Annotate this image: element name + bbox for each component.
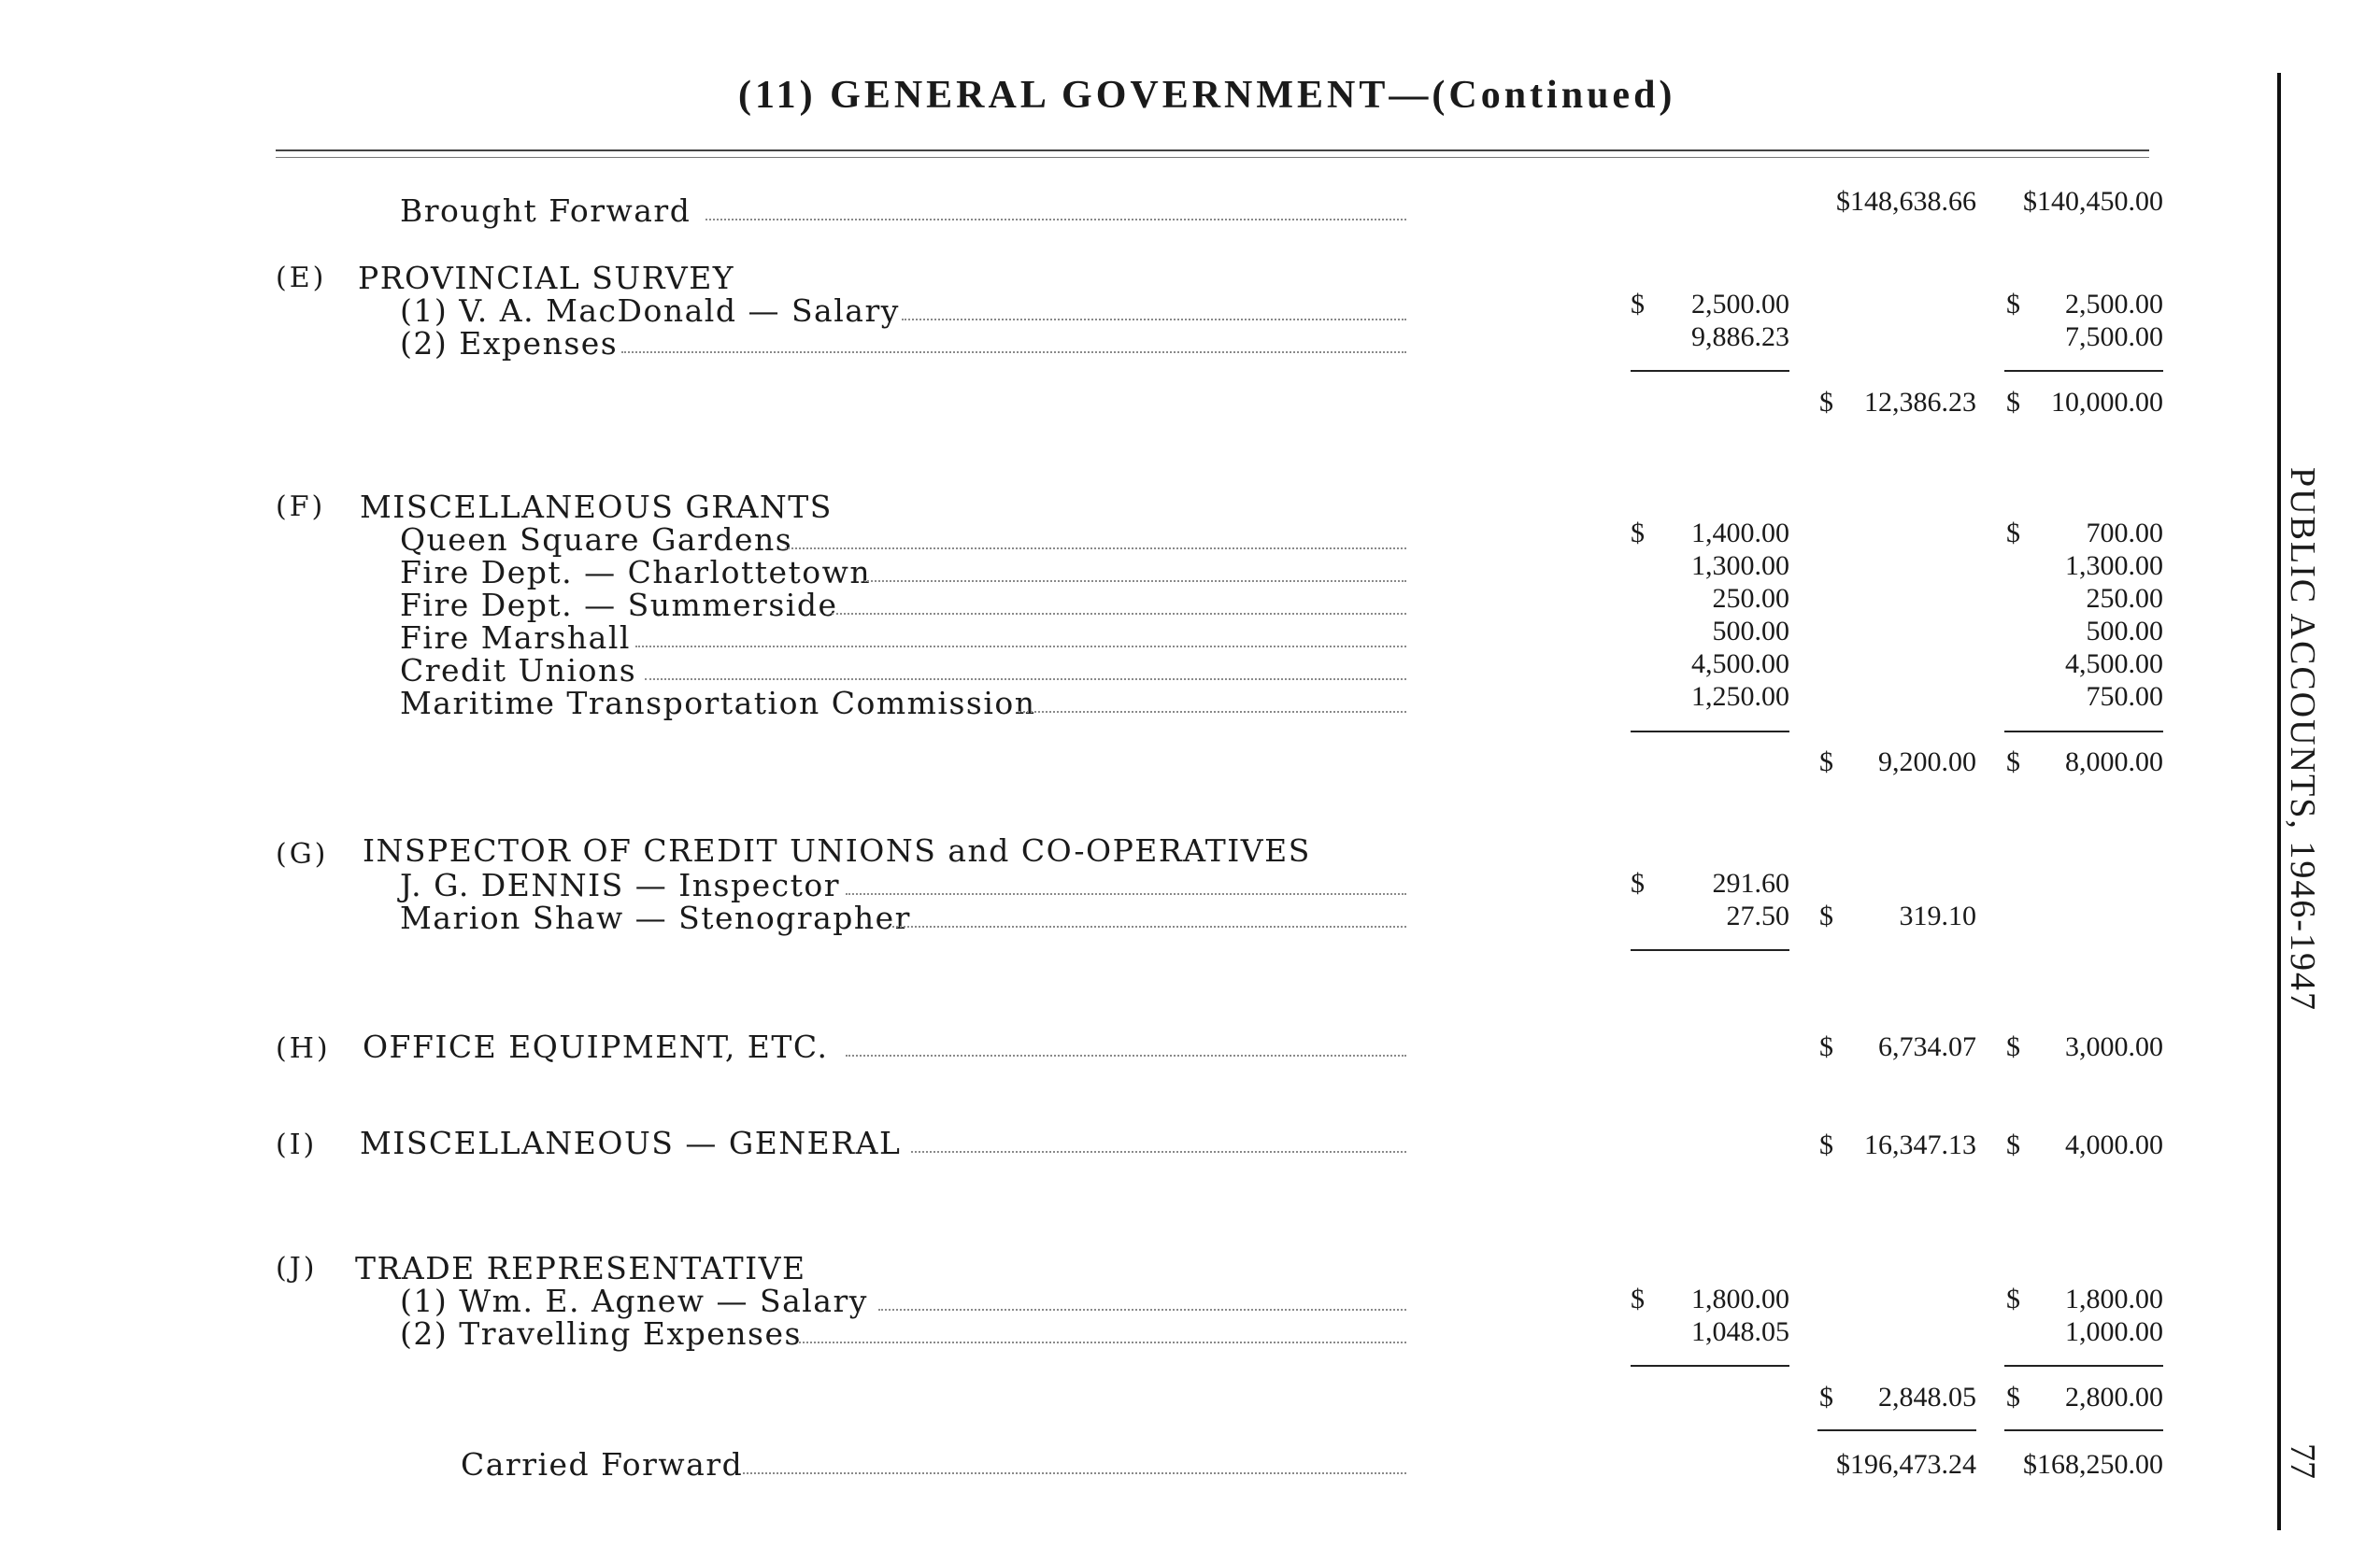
section-letter-h: (H): [276, 1032, 331, 1065]
header-rule-lower: [276, 157, 2149, 158]
leader-dots: [846, 1055, 1406, 1057]
section-letter-g: (G): [276, 838, 329, 871]
line-item-estimate: 750.00: [2086, 681, 2163, 712]
line-item-label: J. G. DENNIS — Inspector: [400, 867, 840, 903]
dollar-sign: $: [2006, 289, 2020, 320]
dollar-sign: $: [1631, 1284, 1645, 1314]
section-heading-f: MISCELLANEOUS GRANTS: [360, 489, 833, 525]
leader-dots: [864, 580, 1406, 582]
carried-forward-label: Carried Forward: [461, 1446, 744, 1483]
line-item-estimate: 4,500.00: [2065, 648, 2163, 679]
brought-forward-estimate: $140,450.00: [2023, 186, 2163, 217]
line-item-label: (2) Travelling Expenses: [400, 1315, 802, 1352]
dollar-sign: $: [2006, 387, 2020, 418]
section-estimate-total: 3,000.00: [2065, 1031, 2163, 1062]
leader-dots: [832, 613, 1406, 615]
line-item-label: (2) Expenses: [400, 325, 619, 362]
leader-dots: [878, 1309, 1406, 1311]
dollar-sign: $: [2006, 1284, 2020, 1314]
section-letter-j: (J): [276, 1252, 318, 1285]
subtotal-rule: [1631, 370, 1789, 372]
subtotal-rule: [2004, 731, 2163, 732]
leader-dots: [902, 319, 1406, 320]
line-item-estimate: 250.00: [2086, 583, 2163, 614]
subtotal-rule: [1631, 731, 1789, 732]
section-total: 9,200.00: [1878, 746, 1976, 777]
dollar-sign: $: [2006, 1129, 2020, 1160]
section-heading-e: PROVINCIAL SURVEY: [358, 260, 735, 296]
section-letter-e: (E): [276, 262, 327, 294]
line-item-label: Maritime Transportation Commission: [400, 685, 1036, 721]
dollar-sign: $: [1819, 901, 1833, 931]
leader-dots: [785, 547, 1406, 549]
line-item-estimate: 2,500.00: [2065, 289, 2163, 320]
leader-dots: [635, 646, 1406, 647]
side-title: PUBLIC ACCOUNTS, 1946-1947: [2283, 467, 2322, 1012]
header-rule: [276, 149, 2149, 151]
dollar-sign: $: [1631, 289, 1645, 320]
total-rule: [1817, 1429, 1976, 1431]
dollar-sign: $: [2006, 1031, 2020, 1062]
line-item-label: Marion Shaw — Stenographer: [400, 900, 911, 936]
dollar-sign: $: [1819, 1382, 1833, 1413]
section-estimate-total: 10,000.00: [2051, 387, 2163, 418]
leader-dots: [743, 1472, 1406, 1474]
section-letter-f: (F): [276, 490, 326, 523]
line-item-amount: 1,800.00: [1691, 1284, 1789, 1314]
line-item-estimate: 1,000.00: [2065, 1316, 2163, 1347]
section-estimate-total: 4,000.00: [2065, 1129, 2163, 1160]
section-total: 16,347.13: [1864, 1129, 1976, 1160]
line-item-label: Fire Dept. — Summerside: [400, 587, 838, 623]
section-estimate-total: 8,000.00: [2065, 746, 2163, 777]
line-item-label: Fire Marshall: [400, 619, 631, 656]
line-item-amount: 250.00: [1712, 583, 1789, 614]
line-item-label: Queen Square Gardens: [400, 521, 793, 558]
section-total: 2,848.05: [1878, 1382, 1976, 1413]
section-heading-i: MISCELLANEOUS — GENERAL: [360, 1125, 902, 1161]
subtotal-rule: [1631, 949, 1789, 951]
line-item-amount: 4,500.00: [1691, 648, 1789, 679]
line-item-amount: 1,300.00: [1691, 550, 1789, 581]
subtotal-rule: [2004, 1365, 2163, 1367]
carried-forward-estimate: $168,250.00: [2023, 1449, 2163, 1480]
dollar-sign: $: [2006, 746, 2020, 777]
section-total: 12,386.23: [1864, 387, 1976, 418]
leader-dots: [799, 1342, 1406, 1343]
leader-dots: [911, 1151, 1406, 1153]
dollar-sign: $: [1631, 518, 1645, 548]
line-item-amount: 500.00: [1712, 616, 1789, 646]
brought-forward-label: Brought Forward: [400, 192, 691, 229]
carried-forward-total: $196,473.24: [1836, 1449, 1976, 1480]
dollar-sign: $: [1819, 1129, 1833, 1160]
line-item-label: (1) V. A. MacDonald — Salary: [400, 292, 900, 329]
dollar-sign: $: [2006, 1382, 2020, 1413]
dollar-sign: $: [1819, 746, 1833, 777]
total-rule: [2004, 1429, 2163, 1431]
line-item-amount: 2,500.00: [1691, 289, 1789, 320]
section-letter-i: (I): [276, 1129, 318, 1161]
line-item-estimate: 1,800.00: [2065, 1284, 2163, 1314]
line-item-estimate: 700.00: [2086, 518, 2163, 548]
section-heading-h: OFFICE EQUIPMENT, ETC.: [363, 1029, 829, 1065]
leader-dots: [892, 926, 1406, 928]
leader-dots: [846, 893, 1406, 895]
line-item-estimate: 1,300.00: [2065, 550, 2163, 581]
line-item-amount: 9,886.23: [1691, 321, 1789, 352]
dollar-sign: $: [1819, 1031, 1833, 1062]
page-number: 77: [2283, 1443, 2322, 1479]
line-item-label: (1) Wm. E. Agnew — Salary: [400, 1283, 868, 1319]
leader-dots: [621, 351, 1406, 353]
leader-dots: [705, 219, 1406, 220]
line-item-amount: 1,400.00: [1691, 518, 1789, 548]
section-heading-j: TRADE REPRESENTATIVE: [355, 1250, 806, 1286]
dollar-sign: $: [1631, 868, 1645, 899]
subtotal-rule: [2004, 370, 2163, 372]
line-item-estimate: 500.00: [2086, 616, 2163, 646]
page-title: (11) GENERAL GOVERNMENT—(Continued): [738, 74, 1676, 117]
subtotal-rule: [1631, 1365, 1789, 1367]
line-item-amount: 1,048.05: [1691, 1316, 1789, 1347]
line-item-amount: 27.50: [1726, 901, 1789, 931]
line-item-label: Fire Dept. — Charlottetown: [400, 554, 872, 590]
line-item-label: Credit Unions: [400, 652, 637, 689]
line-item-amount: 1,250.00: [1691, 681, 1789, 712]
leader-dots: [645, 678, 1406, 680]
dollar-sign: $: [2006, 518, 2020, 548]
brought-forward-total: $148,638.66: [1836, 186, 1976, 217]
line-item-amount: 291.60: [1712, 868, 1789, 899]
dollar-sign: $: [1819, 387, 1833, 418]
line-item-estimate: 7,500.00: [2065, 321, 2163, 352]
leader-dots: [1019, 711, 1406, 713]
section-heading-g: INSPECTOR OF CREDIT UNIONS and CO-OPERATIVES: [363, 832, 1311, 869]
section-total: 319.10: [1899, 901, 1976, 931]
section-total: 6,734.07: [1878, 1031, 1976, 1062]
section-estimate-total: 2,800.00: [2065, 1382, 2163, 1413]
